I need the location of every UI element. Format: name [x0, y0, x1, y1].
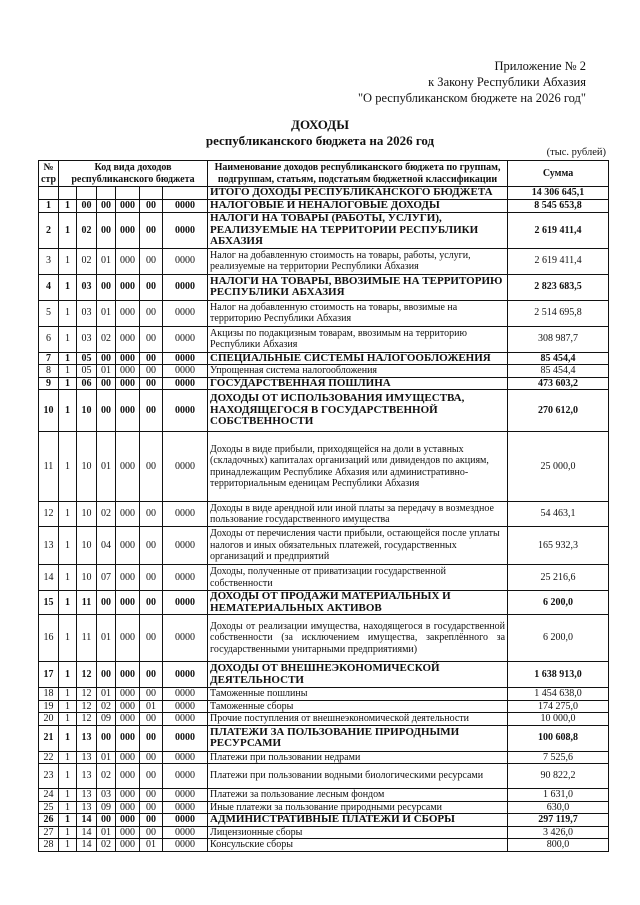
code-part: 02	[77, 213, 97, 249]
code-part: 1	[59, 527, 77, 565]
code-part: 000	[116, 377, 140, 390]
revenue-sum: 85 454,4	[508, 352, 609, 365]
code-part: 0000	[163, 300, 208, 326]
code-part: 0000	[163, 713, 208, 726]
revenue-sum: 630,0	[508, 801, 609, 814]
code-part: 00	[140, 390, 163, 432]
table-row	[39, 527, 609, 565]
revenue-sum: 174 275,0	[508, 700, 609, 713]
table-row	[39, 377, 609, 390]
code-part: 10	[77, 527, 97, 565]
revenue-sum: 473 603,2	[508, 377, 609, 390]
row-number: 15	[39, 591, 59, 615]
revenue-name: Доходы от реализации имущества, находящегося в государственной собственности (за исключением имущества, закреплённого за государственными унитарными предприятиями)	[208, 615, 508, 662]
code-part: 0000	[163, 352, 208, 365]
revenue-sum: 1 454 638,0	[508, 688, 609, 701]
table-row	[39, 713, 609, 726]
revenue-name: Доходы от перечисления части прибыли, остающейся после уплаты налогов и иных обязательных платежей, государственных организаций и предприятий	[208, 527, 508, 565]
code-part: 0000	[163, 326, 208, 352]
code-part: 00	[140, 300, 163, 326]
units-label: (тыс. рублей)	[546, 147, 606, 158]
table-row	[39, 390, 609, 432]
code-part: 0000	[163, 662, 208, 688]
code-part: 00	[97, 662, 116, 688]
code-part: 000	[116, 751, 140, 764]
code-part: 0000	[163, 527, 208, 565]
code-part: 1	[59, 700, 77, 713]
code-part: 00	[97, 591, 116, 615]
revenue-name: Консульские сборы	[208, 839, 508, 852]
code-part: 1	[59, 764, 77, 789]
row-number: 18	[39, 688, 59, 701]
code-part: 00	[140, 274, 163, 300]
revenue-sum: 6 200,0	[508, 615, 609, 662]
row-number: 6	[39, 326, 59, 352]
code-part: 1	[59, 688, 77, 701]
code-part: 000	[116, 801, 140, 814]
code-part: 00	[140, 502, 163, 527]
code-part: 1	[59, 274, 77, 300]
code-part: 00	[97, 274, 116, 300]
code-part: 00	[140, 200, 163, 213]
revenue-sum: 165 932,3	[508, 527, 609, 565]
appendix-law-title: "О республиканском бюджете на 2026 год"	[357, 91, 586, 105]
code-part: 000	[116, 326, 140, 352]
code-part: 11	[77, 591, 97, 615]
code-part: 00	[97, 814, 116, 827]
code-part: 1	[59, 432, 77, 502]
document-title	[0, 117, 640, 149]
header-name: Наименование доходов республиканского бюджета по группам, подгруппам, статьям, подстатьям бюджетной классификации	[208, 161, 508, 187]
revenue-name: Лицензионные сборы	[208, 826, 508, 839]
code-part: 00	[140, 591, 163, 615]
table-row	[39, 300, 609, 326]
code-part: 01	[97, 248, 116, 274]
code-part: 09	[97, 801, 116, 814]
code-part: 000	[116, 700, 140, 713]
code-part: 00	[140, 377, 163, 390]
table-row	[39, 688, 609, 701]
code-part: 0000	[163, 502, 208, 527]
code-part: 1	[59, 713, 77, 726]
code-part: 14	[77, 826, 97, 839]
row-number: 8	[39, 365, 59, 378]
table-row	[39, 801, 609, 814]
code-part: 05	[77, 365, 97, 378]
code-part: 000	[116, 365, 140, 378]
revenue-name: Доходы в виде прибыли, приходящейся на доли в уставных (складочных) капиталах организаций или дивидендов по акциям, принадлежащим Республике Абхазия или административно-территориальным еденицам Республики Абхазия	[208, 432, 508, 502]
revenue-sum: 25 216,6	[508, 565, 609, 591]
code-part: 00	[140, 764, 163, 789]
revenue-sum: 270 612,0	[508, 390, 609, 432]
title-main: ДОХОДЫ	[291, 117, 349, 132]
table-row	[39, 326, 609, 352]
table-row	[39, 725, 609, 751]
code-part: 00	[140, 615, 163, 662]
code-part: 01	[97, 826, 116, 839]
code-part: 00	[140, 248, 163, 274]
code-part: 02	[97, 764, 116, 789]
code-part: 12	[77, 700, 97, 713]
table-row	[39, 662, 609, 688]
revenue-name: Упрощенная система налогообложения	[208, 365, 508, 378]
code-part: 00	[140, 565, 163, 591]
code-part: 00	[140, 688, 163, 701]
code-part: 000	[116, 713, 140, 726]
code-part: 10	[77, 390, 97, 432]
code-part: 00	[140, 527, 163, 565]
table-row	[39, 826, 609, 839]
row-number: 12	[39, 502, 59, 527]
code-part: 02	[97, 839, 116, 852]
code-part: 00	[140, 662, 163, 688]
revenue-sum: 2 619 411,4	[508, 248, 609, 274]
row-number: 4	[39, 274, 59, 300]
code-part: 03	[77, 326, 97, 352]
code-part: 0000	[163, 615, 208, 662]
revenue-name: ДОХОДЫ ОТ ИСПОЛЬЗОВАНИЯ ИМУЩЕСТВА, НАХОДЯЩЕГОСЯ В ГОСУДАРСТВЕННОЙ СОБСТВЕННОСТИ	[208, 390, 508, 432]
code-part: 14	[77, 814, 97, 827]
code-part: 0000	[163, 274, 208, 300]
code-part: 1	[59, 725, 77, 751]
code-part: 0000	[163, 789, 208, 802]
code-part: 000	[116, 527, 140, 565]
code-part: 1	[59, 390, 77, 432]
table-row	[39, 789, 609, 802]
code-part: 0000	[163, 839, 208, 852]
revenue-name: Налог на добавленную стоимость на товары, ввозимые на территорию Республики Абхазия	[208, 300, 508, 326]
code-part: 0000	[163, 826, 208, 839]
code-part: 04	[97, 527, 116, 565]
table-row	[39, 213, 609, 249]
code-part: 1	[59, 377, 77, 390]
code-part: 00	[140, 814, 163, 827]
revenue-name: НАЛОГИ НА ТОВАРЫ, ВВОЗИМЫЕ НА ТЕРРИТОРИЮ РЕСПУБЛИКИ АБХАЗИЯ	[208, 274, 508, 300]
code-part: 01	[97, 615, 116, 662]
code-part: 0000	[163, 432, 208, 502]
code-part: 0000	[163, 764, 208, 789]
code-part: 1	[59, 200, 77, 213]
code-part: 000	[116, 591, 140, 615]
code-part: 10	[77, 432, 97, 502]
code-part: 0000	[163, 725, 208, 751]
code-part: 000	[116, 213, 140, 249]
code-part: 00	[140, 826, 163, 839]
row-number: 26	[39, 814, 59, 827]
code-part: 00	[140, 213, 163, 249]
revenue-sum: 308 987,7	[508, 326, 609, 352]
row-number: 16	[39, 615, 59, 662]
row-number: 24	[39, 789, 59, 802]
code-part: 00	[140, 725, 163, 751]
code-part: 10	[77, 502, 97, 527]
title-sub: республиканского бюджета на 2026 год	[205, 133, 435, 148]
code-part: 000	[116, 814, 140, 827]
code-part: 00	[140, 789, 163, 802]
code-part: 06	[77, 377, 97, 390]
code-part: 05	[77, 352, 97, 365]
code-part: 13	[77, 801, 97, 814]
table-row	[39, 565, 609, 591]
code-part: 0000	[163, 591, 208, 615]
code-part: 000	[116, 725, 140, 751]
revenue-sum: 2 514 695,8	[508, 300, 609, 326]
table-row	[39, 700, 609, 713]
code-part: 0000	[163, 200, 208, 213]
code-part: 02	[97, 326, 116, 352]
code-part: 1	[59, 615, 77, 662]
revenue-name: АДМИНИСТРАТИВНЫЕ ПЛАТЕЖИ И СБОРЫ	[208, 814, 508, 827]
code-part: 00	[77, 200, 97, 213]
revenue-name: НАЛОГИ НА ТОВАРЫ (РАБОТЫ, УСЛУГИ), РЕАЛИЗУЕМЫЕ НА ТЕРРИТОРИИ РЕСПУБЛИКИ АБХАЗИЯ	[208, 213, 508, 249]
table-row	[39, 200, 609, 213]
table-row	[39, 751, 609, 764]
code-part: 0000	[163, 700, 208, 713]
revenue-sum: 297 119,7	[508, 814, 609, 827]
total-name: ИТОГО ДОХОДЫ РЕСПУБЛИКАНСКОГО БЮДЖЕТА	[208, 187, 508, 200]
revenue-sum: 25 000,0	[508, 432, 609, 502]
revenue-name: Прочие поступления от внешнеэкономической деятельности	[208, 713, 508, 726]
code-part: 000	[116, 688, 140, 701]
code-part: 000	[116, 764, 140, 789]
code-part: 00	[97, 200, 116, 213]
code-part: 1	[59, 365, 77, 378]
row-number: 13	[39, 527, 59, 565]
table-row	[39, 352, 609, 365]
code-part: 11	[77, 615, 97, 662]
row-number: 22	[39, 751, 59, 764]
total-row	[39, 187, 609, 200]
code-part: 00	[97, 213, 116, 249]
code-part: 000	[116, 826, 140, 839]
revenue-table	[38, 160, 609, 852]
code-part: 00	[97, 352, 116, 365]
code-part: 000	[116, 565, 140, 591]
code-part: 02	[77, 248, 97, 274]
revenue-name: Таможенные сборы	[208, 700, 508, 713]
code-part: 13	[77, 764, 97, 789]
table-row	[39, 591, 609, 615]
code-part: 000	[116, 248, 140, 274]
revenue-sum: 54 463,1	[508, 502, 609, 527]
code-part: 1	[59, 814, 77, 827]
revenue-name: Платежи за пользование лесным фондом	[208, 789, 508, 802]
revenue-name: Таможенные пошлины	[208, 688, 508, 701]
code-part: 0000	[163, 365, 208, 378]
code-part: 1	[59, 751, 77, 764]
appendix-number: Приложение № 2	[494, 59, 586, 73]
row-number: 23	[39, 764, 59, 789]
revenue-name: ДОХОДЫ ОТ ПРОДАЖИ МАТЕРИАЛЬНЫХ И НЕМАТЕРИАЛЬНЫХ АКТИВОВ	[208, 591, 508, 615]
revenue-sum: 1 631,0	[508, 789, 609, 802]
code-part: 1	[59, 591, 77, 615]
code-part: 01	[140, 839, 163, 852]
table-row	[39, 365, 609, 378]
row-number: 10	[39, 390, 59, 432]
row-number: 21	[39, 725, 59, 751]
code-part: 00	[140, 365, 163, 378]
table-row	[39, 615, 609, 662]
code-part: 0000	[163, 688, 208, 701]
code-part: 1	[59, 326, 77, 352]
revenue-name: Иные платежи за пользование природными ресурсами	[208, 801, 508, 814]
code-part: 13	[77, 789, 97, 802]
revenue-name: Доходы, полученные от приватизации государственной собственности	[208, 565, 508, 591]
revenue-sum: 85 454,4	[508, 365, 609, 378]
revenue-sum: 2 823 683,5	[508, 274, 609, 300]
row-number: 9	[39, 377, 59, 390]
code-part: 1	[59, 300, 77, 326]
code-part: 00	[140, 352, 163, 365]
revenue-name: ПЛАТЕЖИ ЗА ПОЛЬЗОВАНИЕ ПРИРОДНЫМИ РЕСУРСАМИ	[208, 725, 508, 751]
revenue-sum: 1 638 913,0	[508, 662, 609, 688]
row-number: 14	[39, 565, 59, 591]
code-part: 0000	[163, 390, 208, 432]
code-part: 14	[77, 839, 97, 852]
code-part: 00	[97, 377, 116, 390]
code-part: 1	[59, 248, 77, 274]
row-number: 1	[39, 200, 59, 213]
code-part: 0000	[163, 814, 208, 827]
code-part: 000	[116, 432, 140, 502]
code-part: 10	[77, 565, 97, 591]
code-part: 000	[116, 615, 140, 662]
code-part: 01	[97, 300, 116, 326]
table-row	[39, 764, 609, 789]
total-sum: 14 306 645,1	[508, 187, 609, 200]
revenue-name: Платежи при пользовании недрами	[208, 751, 508, 764]
revenue-name: Налог на добавленную стоимость на товары, работы, услуги, реализуемые на территории Республики Абхазия	[208, 248, 508, 274]
code-part: 1	[59, 565, 77, 591]
code-part: 12	[77, 688, 97, 701]
row-number: 25	[39, 801, 59, 814]
code-part: 13	[77, 725, 97, 751]
revenue-sum: 7 525,6	[508, 751, 609, 764]
code-part: 00	[140, 432, 163, 502]
code-part: 00	[140, 713, 163, 726]
appendix-law: к Закону Республики Абхазия	[428, 75, 586, 89]
revenue-name: НАЛОГОВЫЕ И НЕНАЛОГОВЫЕ ДОХОДЫ	[208, 200, 508, 213]
row-number: 2	[39, 213, 59, 249]
code-part: 00	[140, 326, 163, 352]
revenue-sum: 90 822,2	[508, 764, 609, 789]
header-code: Код вида доходов республиканского бюджета	[59, 161, 208, 187]
table-row	[39, 248, 609, 274]
code-part: 000	[116, 789, 140, 802]
code-part: 000	[116, 390, 140, 432]
revenue-sum: 8 545 653,8	[508, 200, 609, 213]
row-number: 19	[39, 700, 59, 713]
revenue-name: Платежи при пользовании водными биологическими ресурсами	[208, 764, 508, 789]
revenue-sum: 10 000,0	[508, 713, 609, 726]
code-part: 00	[97, 390, 116, 432]
appendix-header	[358, 58, 586, 106]
revenue-sum: 800,0	[508, 839, 609, 852]
row-number: 27	[39, 826, 59, 839]
code-part: 0000	[163, 213, 208, 249]
code-part: 1	[59, 801, 77, 814]
header-num: № стр	[39, 161, 59, 187]
code-part: 12	[77, 662, 97, 688]
revenue-name: Доходы в виде арендной или иной платы за передачу в возмездное пользование государственного имущества	[208, 502, 508, 527]
code-part: 1	[59, 213, 77, 249]
code-part: 09	[97, 713, 116, 726]
table-row	[39, 502, 609, 527]
revenue-name: ГОСУДАРСТВЕННАЯ ПОШЛИНА	[208, 377, 508, 390]
code-part: 00	[140, 751, 163, 764]
code-part: 00	[140, 801, 163, 814]
revenue-name: Акцизы по подакцизным товарам, ввозимым на территорию Республики Абхазия	[208, 326, 508, 352]
code-part: 01	[97, 365, 116, 378]
code-part: 01	[97, 751, 116, 764]
code-part: 1	[59, 502, 77, 527]
code-part: 03	[97, 789, 116, 802]
row-number: 5	[39, 300, 59, 326]
code-part: 0000	[163, 377, 208, 390]
row-number: 11	[39, 432, 59, 502]
row-number: 7	[39, 352, 59, 365]
code-part: 000	[116, 352, 140, 365]
code-part: 000	[116, 502, 140, 527]
revenue-sum: 6 200,0	[508, 591, 609, 615]
code-part: 1	[59, 352, 77, 365]
revenue-name: СПЕЦИАЛЬНЫЕ СИСТЕМЫ НАЛОГООБЛОЖЕНИЯ	[208, 352, 508, 365]
code-part: 1	[59, 662, 77, 688]
code-part: 000	[116, 200, 140, 213]
revenue-sum: 2 619 411,4	[508, 213, 609, 249]
code-part: 0000	[163, 248, 208, 274]
code-part: 0000	[163, 751, 208, 764]
table-row	[39, 814, 609, 827]
row-number: 3	[39, 248, 59, 274]
code-part: 01	[97, 688, 116, 701]
code-part: 03	[77, 274, 97, 300]
code-part: 02	[97, 502, 116, 527]
code-part: 03	[77, 300, 97, 326]
table-row	[39, 432, 609, 502]
code-part: 000	[116, 300, 140, 326]
header-sum: Сумма	[508, 161, 609, 187]
revenue-name: ДОХОДЫ ОТ ВНЕШНЕЭКОНОМИЧЕСКОЙ ДЕЯТЕЛЬНОСТИ	[208, 662, 508, 688]
code-part: 13	[77, 751, 97, 764]
code-part: 1	[59, 789, 77, 802]
code-part: 01	[97, 432, 116, 502]
code-part: 000	[116, 839, 140, 852]
revenue-sum: 100 608,8	[508, 725, 609, 751]
code-part: 000	[116, 662, 140, 688]
code-part: 02	[97, 700, 116, 713]
code-part: 0000	[163, 801, 208, 814]
code-part: 1	[59, 839, 77, 852]
code-part: 07	[97, 565, 116, 591]
code-part: 00	[97, 725, 116, 751]
code-part: 12	[77, 713, 97, 726]
row-number: 28	[39, 839, 59, 852]
table-row	[39, 274, 609, 300]
code-part: 1	[59, 826, 77, 839]
row-number: 20	[39, 713, 59, 726]
table-row	[39, 839, 609, 852]
code-part: 0000	[163, 565, 208, 591]
revenue-sum: 3 426,0	[508, 826, 609, 839]
code-part: 01	[140, 700, 163, 713]
row-number: 17	[39, 662, 59, 688]
code-part: 000	[116, 274, 140, 300]
